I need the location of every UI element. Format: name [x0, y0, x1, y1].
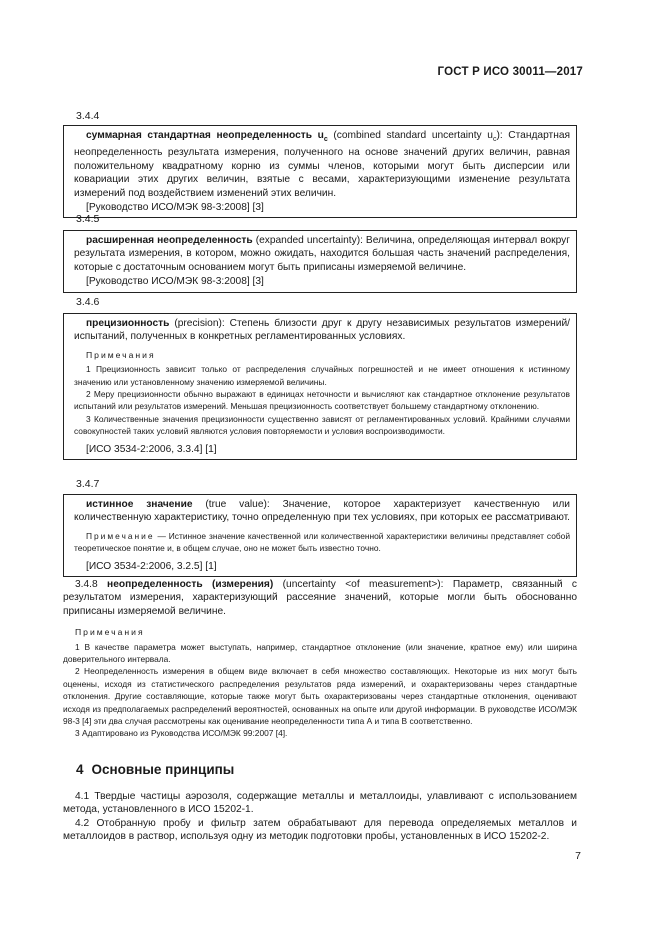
note-text: — Истинное значение качественной или количественной характеристики величины представляет собой теоретическое понятие и, в общем случае, оно не может быть известно точно.	[74, 530, 570, 554]
term-box-3-4-6	[63, 313, 577, 460]
term-definition	[63, 578, 577, 618]
term-definition	[74, 129, 570, 200]
note-item: 1 В качестве параметра может выступать, например, стандартное отклонение (или значение, кратное ему) или ширина доверительного интервала.	[63, 641, 577, 665]
term-definition	[74, 498, 570, 525]
term-number: 3.4.4	[76, 110, 100, 122]
paragraph: 4.2 Отобранную пробу и фильтр затем обрабатывают для перевода определяемых металлов и металлоидов в раствор, используя одну из методик подготовки пробы, установленных в ИСО 15202-2.	[63, 817, 577, 843]
term-reference: [Руководство ИСО/МЭК 98-3:2008] [3]	[86, 276, 264, 288]
term-name: неопределенность (измерения)	[107, 579, 274, 590]
page-number: 7	[575, 850, 581, 862]
term-subscript: c	[323, 136, 328, 144]
term-name: суммарная стандартная неопределенность u	[86, 130, 324, 141]
term-text: (true value): Значение, которое характеризует качественную или количественную характеристику, точно определенную при тех условиях, при которых ее рассматривают.	[74, 499, 570, 524]
term-box-3-4-5	[63, 230, 577, 293]
term-reference: [ИСО 3534-2:2006, 3.3.4] [1]	[86, 443, 217, 455]
section-heading	[76, 762, 242, 777]
term-box-3-4-7	[63, 494, 577, 577]
note-item: 3 Адаптировано из Руководства ИСО/МЭК 99:2007 [4].	[75, 728, 288, 739]
term-3-4-8	[63, 578, 577, 740]
term-text: (uncertainty <of measurement>): Параметр, связанный с результатом измерения, характеризующий рассеяние значений, которые могли быть обоснованно приписаны измеряемой величине.	[63, 579, 578, 617]
term-definition	[74, 317, 570, 344]
term-text: ): Стандартная неопределенность результата измерения, полученного на основе значений других величин, равная положительному квадратному корню из суммы членов, которыми могут быть дисперсии или ковариации этих других величин, взятые с весами, характеризующими изменение результата измерений под воздействием изменений этих величин.	[74, 130, 571, 199]
term-name: истинное значение	[86, 499, 193, 510]
notes-heading: Примечания	[86, 349, 156, 360]
term-number: 3.4.7	[76, 478, 100, 490]
term-reference: [Руководство ИСО/МЭК 98-3:2008] [3]	[86, 202, 264, 214]
term-box-3-4-4	[63, 125, 577, 218]
term-reference: [ИСО 3534-2:2006, 3.2.5] [1]	[86, 560, 217, 572]
term-number: 3.4.5	[76, 213, 100, 225]
section-body	[63, 790, 577, 844]
term-definition	[74, 234, 570, 274]
note-item: 2 Меру прецизионности обычно выражают в единицах неточности и вычисляют как стандартное отклонение результатов испытаний или результатов измерений. Меньшая прецизионность соответствует большему стандартному отклонению.	[74, 389, 570, 412]
term-text: (precision): Степень близости друг к другу независимых результатов измерений/испытаний, полученных в конкретных регламентированных условиях.	[74, 318, 570, 343]
term-english: (combined standard uncertainty u	[327, 130, 493, 141]
term-english-subscript: c	[492, 136, 497, 144]
term-name: прецизионность	[86, 318, 170, 329]
term-number: 3.4.8	[75, 579, 98, 590]
inline-note	[74, 530, 570, 555]
notes-heading: Примечания	[75, 627, 145, 638]
note-item: 2 Неопределенность измерения в общем виде включает в себя множество составляющих. Некоторые из них могут быть оценены, исходя из статистического распределения результатов ряда измерений, и охарактеризованы через стандартные отклонения. Другие составляющие, которые также могут быть охарактеризованы через стандартные отклонения, оценивают исходя из предполагаемых распределений вероятностей, основанных на опыте или другой информации. В руководстве ИСО/МЭК 98-3 [4] эти два случая рассмотрены как оценивание неопределенности типа А и типа В соответственно.	[63, 666, 577, 727]
section-number: 4	[76, 762, 84, 777]
note-item: 1 Прецизионность зависит только от распределения случайных погрешностей и не имеет отношения к истинному значению или установленному значению измеряемой величины.	[74, 364, 570, 387]
document-code: ГОСТ Р ИСО 30011—2017	[437, 66, 583, 78]
term-name: расширенная неопределенность	[86, 235, 253, 246]
paragraph: 4.1 Твердые частицы аэрозоля, содержащие металлы и металлоиды, улавливают с использованием метода, установленного в ИСО 15202-1.	[63, 791, 577, 816]
note-item: 3 Количественные значения прецизионности существенно зависят от регламентированных условий. Крайними случаями совокупностей таких условий являются условия повторяемости и условия воспроизводимости.	[74, 413, 570, 437]
section-title: Основные принципы	[91, 762, 235, 777]
note-label: Примечание	[86, 530, 155, 541]
term-number: 3.4.6	[76, 296, 100, 308]
term-text: (expanded uncertainty): Величина, определяющая интервал вокруг результата измерения, в котором, можно ожидать, находится большая часть значений распределения, которые с достаточным основанием могут быть приписаны измеряемой величине.	[74, 235, 570, 273]
